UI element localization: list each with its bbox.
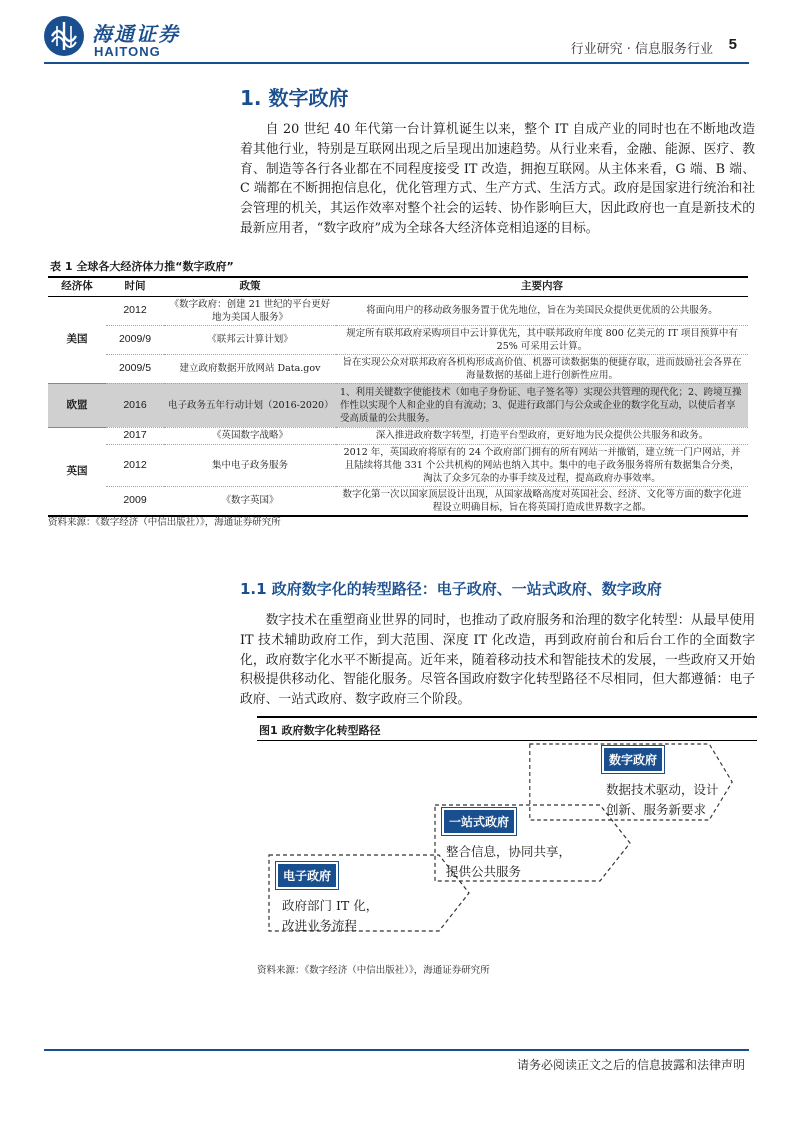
section-title: 1. 数字政府 <box>240 86 349 110</box>
content-cell: 将面向用户的移动政务服务置于优先地位，旨在为美国民众提供更优质的公共服务。 <box>336 296 748 325</box>
table-row <box>48 325 748 354</box>
time-cell: 2009/5 <box>106 354 164 383</box>
footer-disclaimer: 请务必阅读正文之后的信息披露和法律声明 <box>516 1058 745 1072</box>
time-cell: 2009 <box>106 486 164 516</box>
content-cell: 数字化第一次以国家顶层设计出现，从国家战略高度对英国社会、经济、文化等方面的数字化进程设立明确目标，旨在将英国打造成世界数字之都。 <box>336 486 748 516</box>
time-cell: 2009/9 <box>106 325 164 354</box>
stage-desc-one-stop-gov <box>446 842 571 882</box>
stage-desc-line: 提供公共服务 <box>446 864 522 879</box>
time-cell: 2016 <box>106 383 164 427</box>
time-cell: 2012 <box>106 444 164 486</box>
subsection-paragraph: 数字技术在重塑商业世界的同时，也推动了政府服务和治理的数字化转型：从最早使用 IT 技术辅助政府工作，到大范围、深度 IT 化改造，再到政府前台和后台工作的全面数字化，政府数字化水平不断提高。近年来，随着移动技术和智能技术的发展，一些政府又开始积极提供移动化、智能化服务。尽管各国政府数字化转型路径不尽相同，但大都遵循：电子政府、一站式政府、数字政府三个阶段。 <box>240 613 755 708</box>
content-cell: 1、利用关键数字使能技术（如电子身份证、电子签名等）实现公共管理的现代化；2、跨境互操作性以实现个人和企业的自有流动；3、促进行政部门与公众或企业的数字化互动，以使后者享受高质量的公共服务。 <box>336 383 748 427</box>
table-row <box>48 444 748 486</box>
entity-cell: 美国 <box>48 296 106 383</box>
entity-cell: 英国 <box>48 427 106 516</box>
table-row <box>48 383 748 427</box>
policy-cell: 《数字政府：创建 21 世纪的平台更好地为美国人服务》 <box>164 296 336 325</box>
logo-english-name: HAITONG <box>94 44 161 59</box>
entity-cell: 欧盟 <box>48 383 106 427</box>
policy-cell: 《联邦云计算计划》 <box>164 325 336 354</box>
figure-title: 图1 政府数字化转型路径 <box>259 724 381 737</box>
figure-top-rule <box>257 716 757 718</box>
stage-desc-line: 政府部门 IT 化， <box>282 898 379 913</box>
header-category: 行业研究 · 信息服务行业 <box>570 42 713 57</box>
content-cell: 规定所有联邦政府采购项目中云计算优先，其中联邦政府年度 800 亿美元的 IT 项目预算中有 25% 可采用云计算。 <box>336 325 748 354</box>
table-row <box>48 486 748 516</box>
stage-desc-line: 改进业务流程 <box>282 918 358 933</box>
header-divider <box>44 62 749 64</box>
policy-cell: 《英国数字战略》 <box>164 427 336 444</box>
page-number: 5 <box>728 36 737 53</box>
table-header-cell: 时间 <box>106 278 164 296</box>
time-cell: 2012 <box>106 296 164 325</box>
policy-cell: 《数字英国》 <box>164 486 336 516</box>
policy-cell: 建立政府数据开放网站 Data.gov <box>164 354 336 383</box>
stage-label-digital-gov: 数字政府 <box>602 746 664 773</box>
content-cell: 2012 年，英国政府将原有的 24 个政府部门拥有的所有网站一并撤销，建立统一门户网站，并且陆续将其他 331 个公共机构的网站也纳入其中。集中的电子政务服务将所有数据集合分类，淘汰了众多冗杂的办事手续及过程，提高政府办事效率。 <box>336 444 748 486</box>
table-header-cell: 政策 <box>164 278 336 296</box>
policy-table <box>48 278 748 517</box>
table-title: 表 1 全球各大经济体力推“数字政府” <box>50 260 234 273</box>
stage-desc-digital-gov <box>606 780 719 820</box>
figure-title-rule <box>257 740 757 741</box>
table-source: 资料来源：《数字经济（中信出版社）》，海通证券研究所 <box>48 517 281 528</box>
stage-desc-line: 数据技术驱动，设计 <box>606 782 719 797</box>
time-cell: 2017 <box>106 427 164 444</box>
policy-cell: 电子政务五年行动计划（2016-2020） <box>164 383 336 427</box>
footer-divider <box>44 1049 749 1051</box>
table-row <box>48 354 748 383</box>
table-row <box>48 427 748 444</box>
haitong-logo-icon <box>44 16 84 56</box>
logo-chinese-name: 海通证券 <box>92 22 180 46</box>
table-header-row <box>48 278 748 296</box>
stage-desc-line: 整合信息，协同共享， <box>446 844 572 859</box>
policy-cell: 集中电子政务服务 <box>164 444 336 486</box>
stage-desc-e-gov <box>282 896 378 936</box>
table-header-cell: 经济体 <box>48 278 106 296</box>
stage-desc-line: 创新、服务新要求 <box>606 802 707 817</box>
content-cell: 旨在实现公众对联邦政府各机构形成高价值、机器可读数据集的便捷存取，进而鼓励社会各界在海量数据的基础上进行创新性应用。 <box>336 354 748 383</box>
figure-source: 资料来源：《数字经济（中信出版社）》，海通证券研究所 <box>257 965 490 976</box>
subsection-title: 1.1 政府数字化的转型路径：电子政府、一站式政府、数字政府 <box>240 580 662 598</box>
content-cell: 深入推进政府数字转型，打造平台型政府，更好地为民众提供公共服务和政务。 <box>336 427 748 444</box>
stage-label-one-stop-gov: 一站式政府 <box>442 808 516 835</box>
table-row <box>48 296 748 325</box>
stage-label-e-gov: 电子政府 <box>276 862 338 889</box>
section-paragraph: 自 20 世纪 40 年代第一台计算机诞生以来，整个 IT 自成产业的同时也在不断地改造着其他行业，特别是互联网出现之后呈现出加速趋势。从行业来看，金融、能源、医疗、教育、制造等各行各业都在不同程度接受 IT 改造，拥抱互联网。从主体来看，G 端、B 端、C 端都在不断拥抱信息化，优化管理方式、生产方式、生活方式。政府是国家进行统治和社会管理的机关，其运作效率对整个社会的运转、协作影响巨大，因此政府也一直是新技术的最新应用者，“数字政府”成为全球各大经济体竞相追逐的目标。 <box>240 122 755 236</box>
haitong-logo <box>44 16 184 60</box>
table-header-cell: 主要内容 <box>336 278 748 296</box>
